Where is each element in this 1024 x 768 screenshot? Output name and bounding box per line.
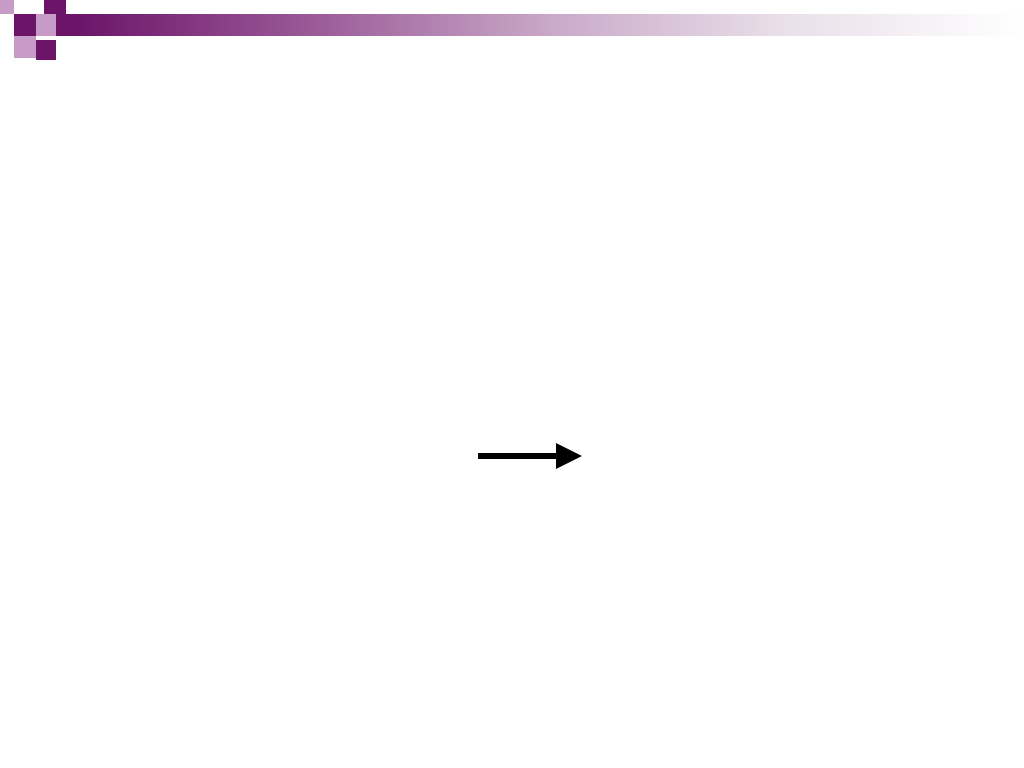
right-arrow-icon: [478, 443, 582, 469]
